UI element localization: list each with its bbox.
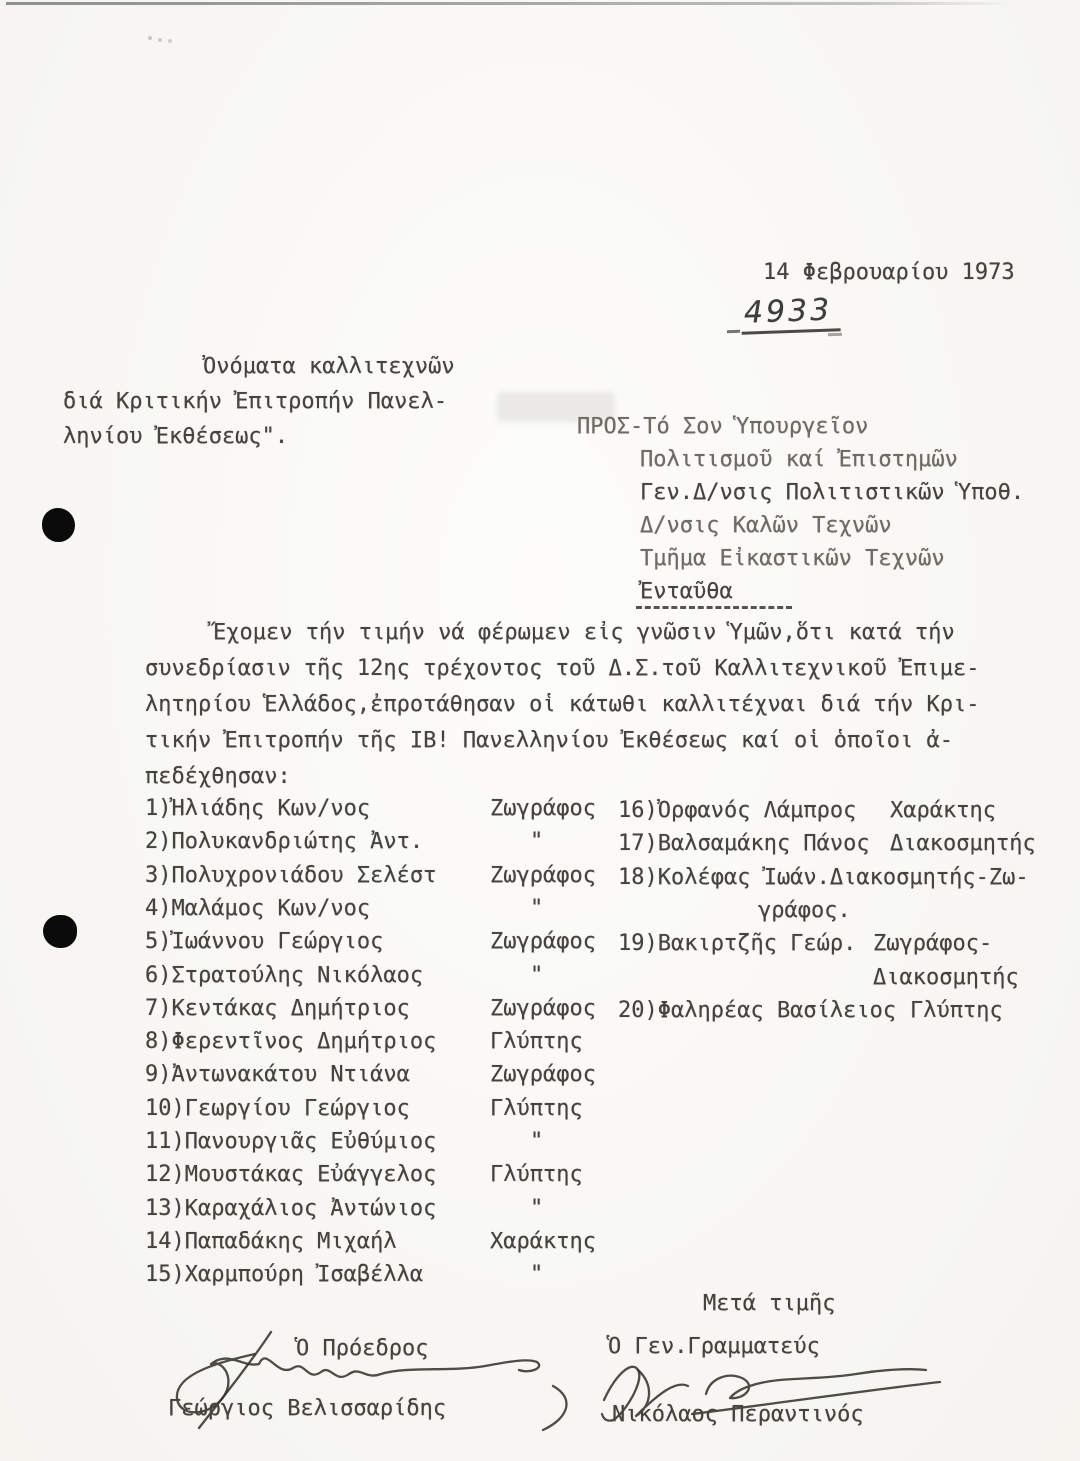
body-line-2: συνεδρίασιν τῆς 12ης τρέχοντος τοῦ Δ.Σ.τοῦ Καλλιτεχνικοῦ Ἐπιμε-: [145, 656, 980, 681]
artist-row-18-continuation: [618, 898, 1080, 924]
punch-hole-top: [42, 508, 75, 542]
subject-line-2: διά Κριτικήν Ἐπιτροπήν Πανελ-: [63, 389, 448, 414]
artist-row-11: [145, 1129, 615, 1155]
recipient-line-4: Δ/νσις Καλῶν Τεχνῶν: [640, 513, 892, 538]
recipient-line-6-entavtha: Ἐνταῦθα: [640, 579, 733, 604]
artist-profession: Γλύπτης: [490, 1029, 583, 1054]
recipient-line-1: ΠΡΟΣ-Τό Σον Ὑπουργεῖον: [577, 414, 869, 439]
artist-row-7: [145, 996, 615, 1022]
artist-row-19-continuation: [618, 965, 1080, 991]
entavtha-dashed-underline: [636, 606, 792, 609]
artist-profession: Ζωγράφος: [490, 863, 596, 888]
protocol-dash-left: [727, 330, 740, 333]
artist-row-20: [618, 998, 1080, 1024]
artist-profession: Γλύπτης: [490, 1096, 583, 1121]
artist-name: 20)Φαληρέας Βασίλειος: [618, 998, 897, 1023]
artist-profession: Διακοσμητής: [890, 831, 1036, 856]
secretary-signature: [588, 1348, 958, 1443]
body-line-5: πεδέχθησαν:: [145, 764, 291, 789]
recipient-line-3: Γεν.Δ/νσις Πολιτιστικῶν Ὑποθ.: [640, 480, 1025, 505]
artist-name: 5)Ἰωάννου Γεώργιος: [145, 929, 384, 954]
artist-profession: Γλύπτης: [910, 998, 1003, 1023]
artist-profession: Ζωγράφος: [490, 796, 596, 821]
artist-profession: Ζωγράφος: [490, 1062, 596, 1087]
ditto-mark: ": [530, 963, 544, 988]
artist-row-18: [618, 865, 1080, 891]
artist-row-6: [145, 963, 615, 989]
artist-name: 17)Βαλσαμάκης Πάνος: [618, 831, 870, 856]
artist-row-9: [145, 1062, 615, 1088]
ditto-mark: ": [530, 896, 544, 921]
artist-profession: Ζωγράφος-: [873, 931, 993, 956]
artist-name: 9)Ἀντωνακάτου Ντιάνα: [145, 1062, 410, 1087]
artist-profession: Ζωγράφος: [490, 929, 596, 954]
artist-name: 15)Χαρμπούρη Ἰσαβέλλα: [145, 1262, 424, 1287]
ditto-mark: ": [530, 1196, 544, 1221]
ditto-mark: ": [530, 1129, 544, 1154]
artist-row-1: [145, 796, 615, 822]
artist-row-16: [618, 798, 1080, 824]
scan-edge-line: [6, 2, 1014, 5]
artist-name: 1)Ἠλιάδης Κων/νος: [145, 796, 371, 821]
artist-name: 2)Πολυκανδριώτης Ἀντ.: [145, 829, 424, 854]
artist-name: 8)Φερεντῖνος Δημήτριος: [145, 1029, 437, 1054]
artist-name: 6)Στρατούλης Νικόλαος: [145, 963, 424, 988]
scan-artifact-dots: [148, 36, 152, 40]
artist-name: 12)Μουστάκας Εὐάγγελος: [145, 1162, 437, 1187]
body-line-3: λητηρίου Ἑλλάδος,ἐπροτάθησαν οἱ κάτωθι καλλιτέχναι διά τήν Κρι-: [145, 692, 980, 717]
recipient-line-2: Πολιτισμοῦ καί Ἐπιστημῶν: [640, 447, 958, 472]
artist-name: 16)Ὀρφανός Λάμπρος: [618, 798, 857, 823]
body-line-1: Ἔχομεν τήν τιμήν νά φέρωμεν εἰς γνῶσιν Ὑμῶν,ὅτι κατά τήν: [213, 620, 955, 645]
artist-name: 11)Πανουργιᾶς Εὐθύμιος: [145, 1129, 437, 1154]
artist-row-17: [618, 831, 1080, 857]
body-line-4: τικήν Ἐπιτροπήν τῆς ΙΒ! Πανελληνίου Ἐκθέσεως καί οἱ ὁποῖοι ἀ-: [145, 728, 953, 753]
artist-profession-wrap: γράφος.: [758, 898, 851, 923]
protocol-number: 4933: [740, 292, 841, 334]
artist-profession: Ζωγράφος: [490, 996, 596, 1021]
letter-date: 14 Φεβρουαρίου 1973: [763, 260, 1015, 285]
secretary-title: Ὁ Γεν.Γραμματεύς: [608, 1334, 820, 1359]
artist-name: 19)Βακιρτζῆς Γεώρ.: [618, 931, 857, 956]
protocol-dash-right: [828, 333, 842, 336]
punch-hole-bottom: [43, 915, 77, 948]
artist-row-13: [145, 1196, 615, 1222]
artist-name: 3)Πολυχρονιάδου Σελέστ: [145, 863, 437, 888]
ditto-mark: ": [530, 1262, 544, 1287]
artist-name: 10)Γεωργίου Γεώργιος: [145, 1096, 410, 1121]
artist-profession: Χαράκτης: [890, 798, 996, 823]
artist-row-3: [145, 863, 615, 889]
artist-row-2: [145, 829, 615, 855]
artist-name: 18)Κολέφας Ἰωάν.Διακοσμητής-Ζω-: [618, 865, 1029, 890]
artist-row-19: [618, 931, 1080, 957]
closing-salutation: Μετά τιμῆς: [703, 1291, 836, 1316]
artist-row-10: [145, 1096, 615, 1122]
artist-name: 13)Καραχάλιος Ἀντώνιος: [145, 1196, 437, 1221]
secretary-name: Νικόλαος Περαντινός: [612, 1402, 864, 1427]
subject-line-3: ληνίου Ἐκθέσεως".: [63, 424, 289, 449]
artist-name: 4)Μαλάμος Κων/νος: [145, 896, 371, 921]
recipient-line-5: Τμῆμα Εἰκαστικῶν Τεχνῶν: [640, 546, 945, 571]
president-title: Ὁ Πρόεδρος: [296, 1336, 429, 1361]
artist-profession: Χαράκτης: [490, 1229, 596, 1254]
artist-row-8: [145, 1029, 615, 1055]
artist-profession-wrap: Διακοσμητής: [873, 965, 1019, 990]
ditto-mark: ": [530, 829, 544, 854]
artist-name: 7)Κεντάκας Δημήτριος: [145, 996, 410, 1021]
subject-line-1: Ὀνόματα καλλιτεχνῶν: [203, 354, 455, 379]
artist-row-5: [145, 929, 615, 955]
artist-row-4: [145, 896, 615, 922]
artist-row-12: [145, 1162, 615, 1188]
artist-name: 14)Παπαδάκης Μιχαήλ: [145, 1229, 397, 1254]
artist-row-14: [145, 1229, 615, 1255]
president-name: Γεώργιος Βελισσαρίδης: [168, 1396, 447, 1421]
artist-profession: Γλύπτης: [490, 1162, 583, 1187]
artist-row-15: [145, 1262, 615, 1288]
